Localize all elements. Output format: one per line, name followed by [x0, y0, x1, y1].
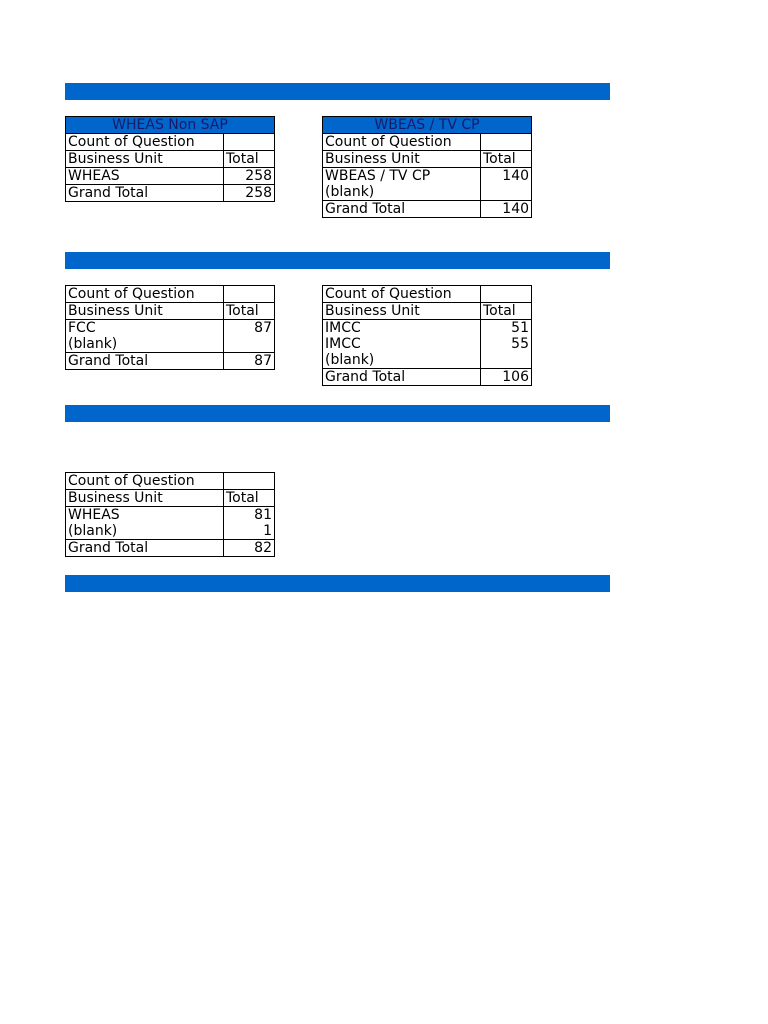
row-value: 81: [254, 507, 272, 523]
total-header: Total: [481, 151, 532, 168]
pivot-table-wheas: [65, 472, 275, 557]
grand-total-label: Grand Total: [66, 353, 224, 370]
table-header-row: [66, 151, 275, 168]
pivot-table-fcc: [65, 285, 275, 370]
grand-total-value: 82: [224, 540, 275, 557]
table-row: [323, 286, 532, 303]
row-values-cell: [481, 320, 532, 369]
row-labels-cell: [323, 320, 481, 369]
table-row: [66, 168, 275, 185]
grand-total-label: Grand Total: [323, 369, 481, 386]
row-labels-cell: [66, 507, 224, 540]
table-header-row: [66, 303, 275, 320]
row-label: (blank): [325, 184, 375, 200]
grand-total-value: 140: [481, 201, 532, 218]
grand-total-row: [66, 185, 275, 202]
row-field-header: Business Unit: [323, 151, 481, 168]
row-field-header: Business Unit: [66, 151, 224, 168]
data-field-label: Count of Question: [66, 134, 224, 151]
table-row: [323, 168, 532, 201]
section-band-1: [65, 83, 610, 100]
empty-cell: [481, 286, 532, 303]
row-label: (blank): [325, 352, 375, 368]
pivot-table-imcc: [322, 285, 532, 386]
empty-cell: [224, 473, 275, 490]
table-title-row: [66, 117, 275, 134]
table-title: WHEAS Non SAP: [66, 117, 275, 134]
row-value: 51: [511, 320, 529, 336]
row-field-header: Business Unit: [323, 303, 481, 320]
grand-total-label: Grand Total: [66, 540, 224, 557]
pivot-table-wheas-non-sap: [65, 116, 275, 202]
row-value: 87: [224, 320, 275, 353]
row-label: (blank): [68, 523, 118, 539]
row-values-cell: [224, 507, 275, 540]
table-header-row: [323, 151, 532, 168]
data-field-label: Count of Question: [66, 286, 224, 303]
row-value: 258: [224, 168, 275, 185]
row-field-header: Business Unit: [66, 303, 224, 320]
grand-total-row: [323, 369, 532, 386]
table-row: [66, 320, 275, 353]
table-row: [323, 134, 532, 151]
grand-total-value: 106: [481, 369, 532, 386]
total-header: Total: [224, 151, 275, 168]
grand-total-label: Grand Total: [323, 201, 481, 218]
section-band-3: [65, 405, 610, 422]
total-header: Total: [224, 303, 275, 320]
data-field-label: Count of Question: [66, 473, 224, 490]
empty-cell: [481, 134, 532, 151]
section-band-2: [65, 252, 610, 269]
row-label: IMCC: [325, 320, 361, 336]
grand-total-row: [66, 353, 275, 370]
empty-cell: [224, 134, 275, 151]
row-value: 1: [263, 523, 272, 539]
pivot-table-wbeas-tv-cp: [322, 116, 532, 218]
grand-total-row: [66, 540, 275, 557]
row-label: IMCC: [325, 336, 361, 352]
table-row: [66, 286, 275, 303]
table-row: [66, 473, 275, 490]
grand-total-value: 87: [224, 353, 275, 370]
row-labels-cell: [66, 320, 224, 353]
table-row: [323, 320, 532, 369]
total-header: Total: [481, 303, 532, 320]
row-label: WBEAS / TV CP: [325, 168, 431, 184]
row-field-header: Business Unit: [66, 490, 224, 507]
table-header-row: [66, 490, 275, 507]
row-value: 55: [511, 336, 529, 352]
section-band-4: [65, 575, 610, 592]
table-header-row: [323, 303, 532, 320]
row-label: (blank): [68, 336, 118, 352]
table-row: [66, 134, 275, 151]
table-row: [66, 507, 275, 540]
row-label: FCC: [68, 320, 96, 336]
row-value: 140: [481, 168, 532, 201]
grand-total-value: 258: [224, 185, 275, 202]
data-field-label: Count of Question: [323, 286, 481, 303]
grand-total-row: [323, 201, 532, 218]
row-label: WHEAS: [68, 507, 120, 523]
row-label: WHEAS: [66, 168, 224, 185]
empty-cell: [224, 286, 275, 303]
total-header: Total: [224, 490, 275, 507]
table-title-row: [323, 117, 532, 134]
grand-total-label: Grand Total: [66, 185, 224, 202]
table-title: WBEAS / TV CP: [323, 117, 532, 134]
data-field-label: Count of Question: [323, 134, 481, 151]
row-labels-cell: [323, 168, 481, 201]
